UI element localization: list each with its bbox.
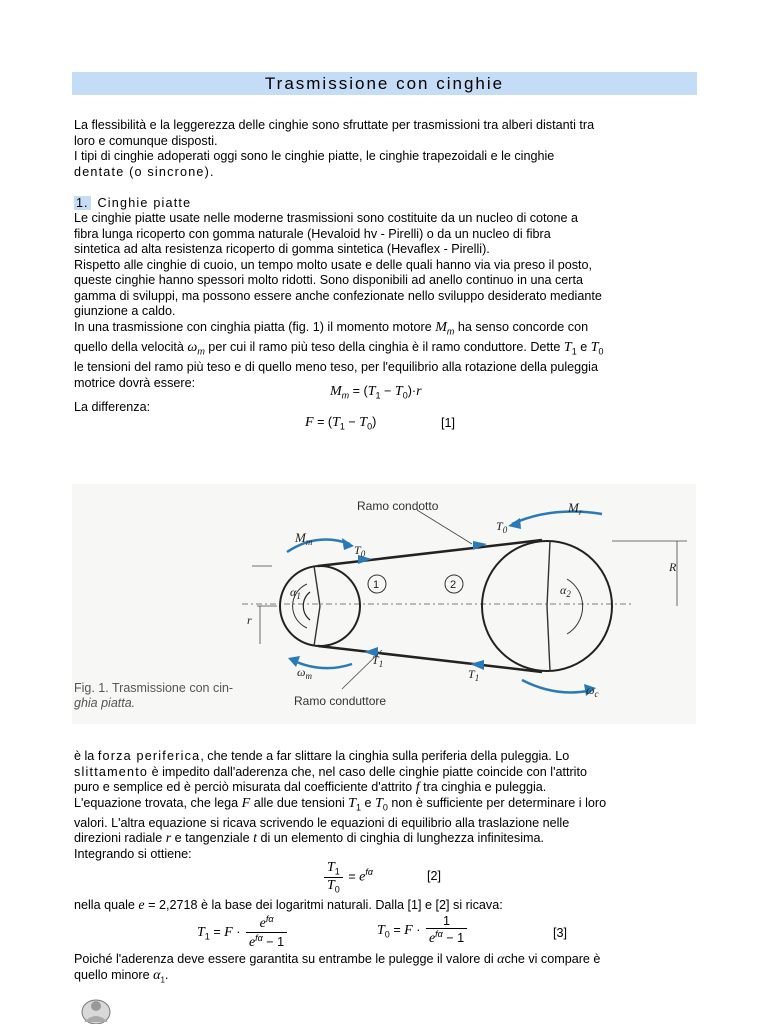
alpha1-label: $\alpha_1$ xyxy=(290,585,301,601)
body-paragraph-2 xyxy=(74,320,698,391)
body-line: gamma di sviluppi, ma possono essere anche confezionate nello sviluppo desiderato mediante xyxy=(74,288,602,303)
intro-line: dentate (o sincrone). xyxy=(74,164,215,179)
body-line: Rispetto alle cinghie di cuoio, un tempo molto usate e delle quali hanno via via preso il posto, xyxy=(74,257,593,272)
body-line: è la forza periferica, che tende a far slittare la cinghia sulla periferia della puleggia. Lo xyxy=(74,749,570,763)
alpha2-label: $\alpha_2$ xyxy=(560,583,571,599)
e-definition: nella quale e = 2,2718 è la base dei logaritmi naturali. Dalla [1] e [2] si ricava: xyxy=(74,898,503,913)
body-line: quello minore $\alpha_1$. xyxy=(74,967,169,985)
equation-3-tag: [3] xyxy=(553,926,568,940)
intro-line: loro e comunque disposti. xyxy=(74,133,218,148)
equation-2-tag: [2] xyxy=(427,869,442,883)
body-line: slittamento è impedito dall'aderenza che, nel caso delle cinghie piatte coincide con l'attrito xyxy=(74,764,587,779)
la-differenza: La differenza: xyxy=(74,400,151,414)
t1-label-left: $T_1$ xyxy=(372,653,384,669)
equation-2: $\frac{T_1}{T_0}$ = $e^{f\alpha}$ xyxy=(322,860,373,894)
ramo-condotto-label: Ramo condotto xyxy=(357,499,439,513)
body-line: In una trasmissione con cinghia piatta (fig. 1) il momento motore $M_m$ ha senso concorde con xyxy=(74,320,589,337)
body-line: queste cinghie hanno spessori molto ridotti. Sono disponibili ad anello continuo in una certa xyxy=(74,273,583,287)
body-line: puro e semplice ed è perciò misurata dal coefficiente d'attrito f tra cinghia e puleggia. xyxy=(74,780,547,795)
R-label: R xyxy=(669,560,677,574)
page-title: Trasmissione con cinghie xyxy=(72,72,697,95)
body-line: fibra lunga ricoperto con gomma naturale (Hevaloid hv - Pirelli) o da un nucleo di fibra xyxy=(74,226,551,241)
figure-belt-transmission xyxy=(72,484,696,724)
body-line: L'equazione trovata, che lega F alle due tensioni $T_1$ e $T_0$ non è sufficiente per determinare i loro xyxy=(74,795,607,813)
equation-f: $F = (T_1 - T_0)$ xyxy=(305,415,377,432)
body-line: sintetica ad alta resistenza ricoperto di gomma sintetica (Hevaflex - Pirelli). xyxy=(74,242,490,256)
body-paragraph-3 xyxy=(74,749,698,862)
equation-3-t0: $T_0 = F$ · $\frac{1}{e^{f\alpha} - 1}$ xyxy=(377,914,469,947)
r-label: r xyxy=(247,613,252,627)
omega-c-label: $\omega_c$ xyxy=(586,683,599,699)
omega-m-label: $\omega_m$ xyxy=(297,665,312,681)
section-number: 1. xyxy=(76,196,89,210)
equation-mm: $M_m = (T_1 - T_0)\cdot r$ xyxy=(330,384,422,401)
equation-1-tag: [1] xyxy=(441,416,456,430)
body-paragraph-1 xyxy=(74,211,698,320)
body-line: direzioni radiale r e tangenziale t di un elemento di cinghia di lunghezza infinitesima. xyxy=(74,831,545,847)
equation-3-t1: $T_1 = F$ · $\frac{e^{f\alpha}}{e^{f\alpha} - 1}$ xyxy=(197,914,289,951)
pulley-2-number: 2 xyxy=(450,579,457,591)
final-paragraph xyxy=(74,952,698,988)
publisher-logo-icon xyxy=(76,994,116,1024)
body-line: Integrando si ottiene: xyxy=(74,846,192,861)
pulley-1-number: 1 xyxy=(373,579,380,591)
mm-label: $M_m$ xyxy=(295,530,313,547)
body-line: quello della velocità $\omega_m$ per cui il ramo più teso della cinghia è il ramo conduttore. Dette $T_1$ e $T_0$ xyxy=(74,340,604,357)
t0-label-left: $T_0$ xyxy=(354,543,366,559)
body-line: Le cinghie piatte usate nelle moderne trasmissioni sono costituite da un nucleo di cotone a xyxy=(74,211,579,225)
intro-line: I tipi di cinghie adoperati oggi sono le cinghie piatte, le cinghie trapezoidali e le cinghie xyxy=(74,149,555,163)
body-line: motrice dovrà essere: xyxy=(74,375,196,390)
figure-caption: Fig. 1. Trasmissione con cin- ghia piatta. xyxy=(74,681,234,710)
intro-paragraph xyxy=(74,118,698,180)
t0-label-right: $T_0$ xyxy=(496,519,508,535)
ramo-conduttore-label: Ramo conduttore xyxy=(294,694,387,708)
body-line: Poiché l'aderenza deve essere garantita su entrambe le pulegge il valore di αche vi compare è xyxy=(74,952,601,967)
body-line: le tensioni del ramo più teso e di quello meno teso, per l'equilibrio alla rotazione della puleggia xyxy=(74,360,598,375)
section-title: Cinghie piatte xyxy=(97,196,192,210)
t1-label-right: $T_1$ xyxy=(468,667,480,683)
intro-line: La flessibilità e la leggerezza delle cinghie sono sfruttate per trasmissioni tra alberi distanti tra xyxy=(74,118,595,132)
section-heading xyxy=(74,196,698,212)
mr-label: $M_r$ xyxy=(568,500,583,517)
body-line: valori. L'altra equazione si ricava scrivendo le equazioni di equilibrio alla traslazione nelle xyxy=(74,815,570,830)
body-line: giunzione a caldo. xyxy=(74,304,176,318)
